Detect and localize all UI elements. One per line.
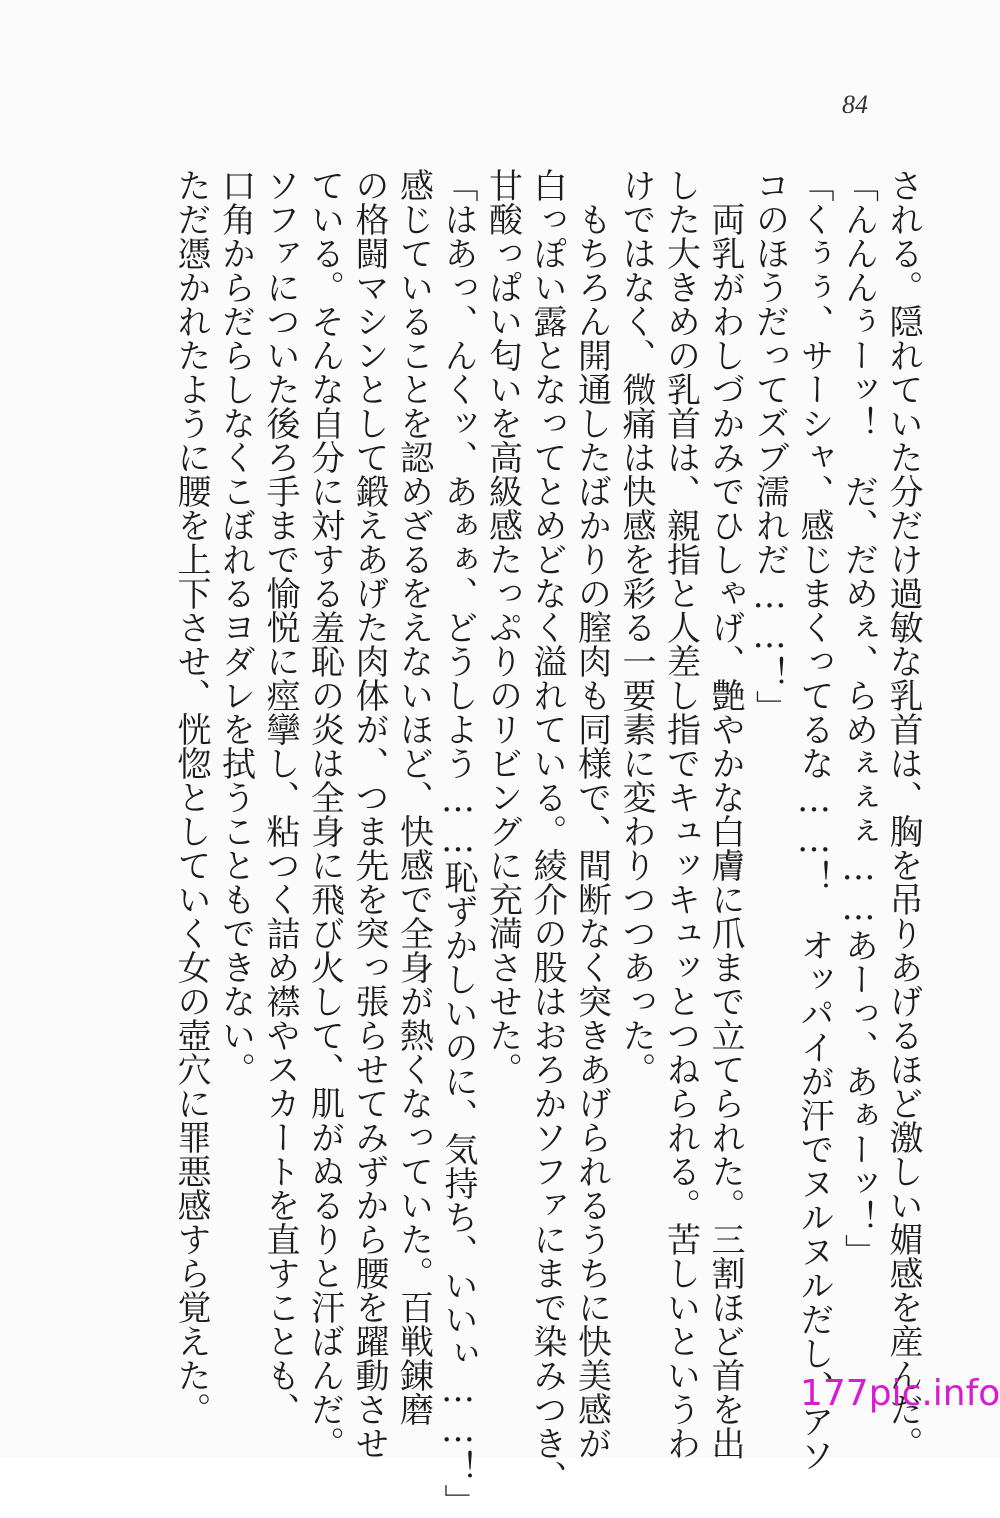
text-column: ている。そんな自分に対する羞恥の炎は全身に飛び火して、肌がぬるりと汗ばんだ。	[304, 168, 345, 1460]
text-column: 「くぅぅ、サーシャ、感じまくってるな……！ オッパイが汗でヌルヌルだし、アソ	[794, 168, 834, 1472]
page-number: 84	[842, 90, 868, 119]
text-column: 両乳がわしづかみでひしゃげ、艶やかな白膚に爪まで立てられた。三割ほど首を出	[705, 168, 745, 1460]
text-column: 口角からだらしなくこぼれるヨダレを拭うこともできない。	[215, 168, 256, 1086]
text-column: 白っぽい露となってとめどなく溢れている。綾介の股はおろかソファにまで染みつき、	[527, 168, 567, 1494]
text-column: コのほうだってズブ濡れだ……！」	[749, 168, 790, 724]
watermark: 177pic.info	[800, 1373, 1000, 1414]
text-column: ソファについた後ろ手まで愉悦に痙攣し、粘つく詰め襟やスカートを直すことも、	[260, 168, 300, 1426]
text-column: もちろん開通したばかりの膣肉も同様で、間断なく突きあげられるうちに快美感が	[571, 168, 612, 1460]
text-column: の格闘マシンとして鍛えあげた肉体が、つま先を突っ張らせてみずから腰を躍動させ	[349, 168, 389, 1460]
text-column: した大きめの乳首は、親指と人差し指でキュッキュッとつねられる。苦しいというわ	[660, 168, 701, 1460]
text-column: 「はあっ、んくッ、あぁぁ、どうしよう……恥ずかしいのに、気持ち、いいぃ……！」	[438, 168, 478, 1518]
text-column: けではなく、微痛は快感を彩る一要素に変わりつつあった。	[616, 168, 656, 1086]
text-column: 「んんんぅーッ！ だ、だめぇ、らめぇぇぇ……あーっ、あぁーッ！」	[838, 168, 879, 1268]
text-column: 甘酸っぱい匂いを高級感たっぷりのリビングに充満させた。	[482, 168, 523, 1086]
text-column: ただ憑かれたように腰を上下させ、恍惚としていく女の壺穴に罪悪感すら覚えた。	[171, 168, 211, 1426]
text-column: される。隠れていた分だけ過敏な乳首は、胸を吊りあげるほど激しい媚感を産んだ。	[883, 168, 923, 1460]
text-column: 感じていることを認めざるをえないほど、快感で全身が熱くなっていた。百戦錬磨	[393, 168, 434, 1426]
